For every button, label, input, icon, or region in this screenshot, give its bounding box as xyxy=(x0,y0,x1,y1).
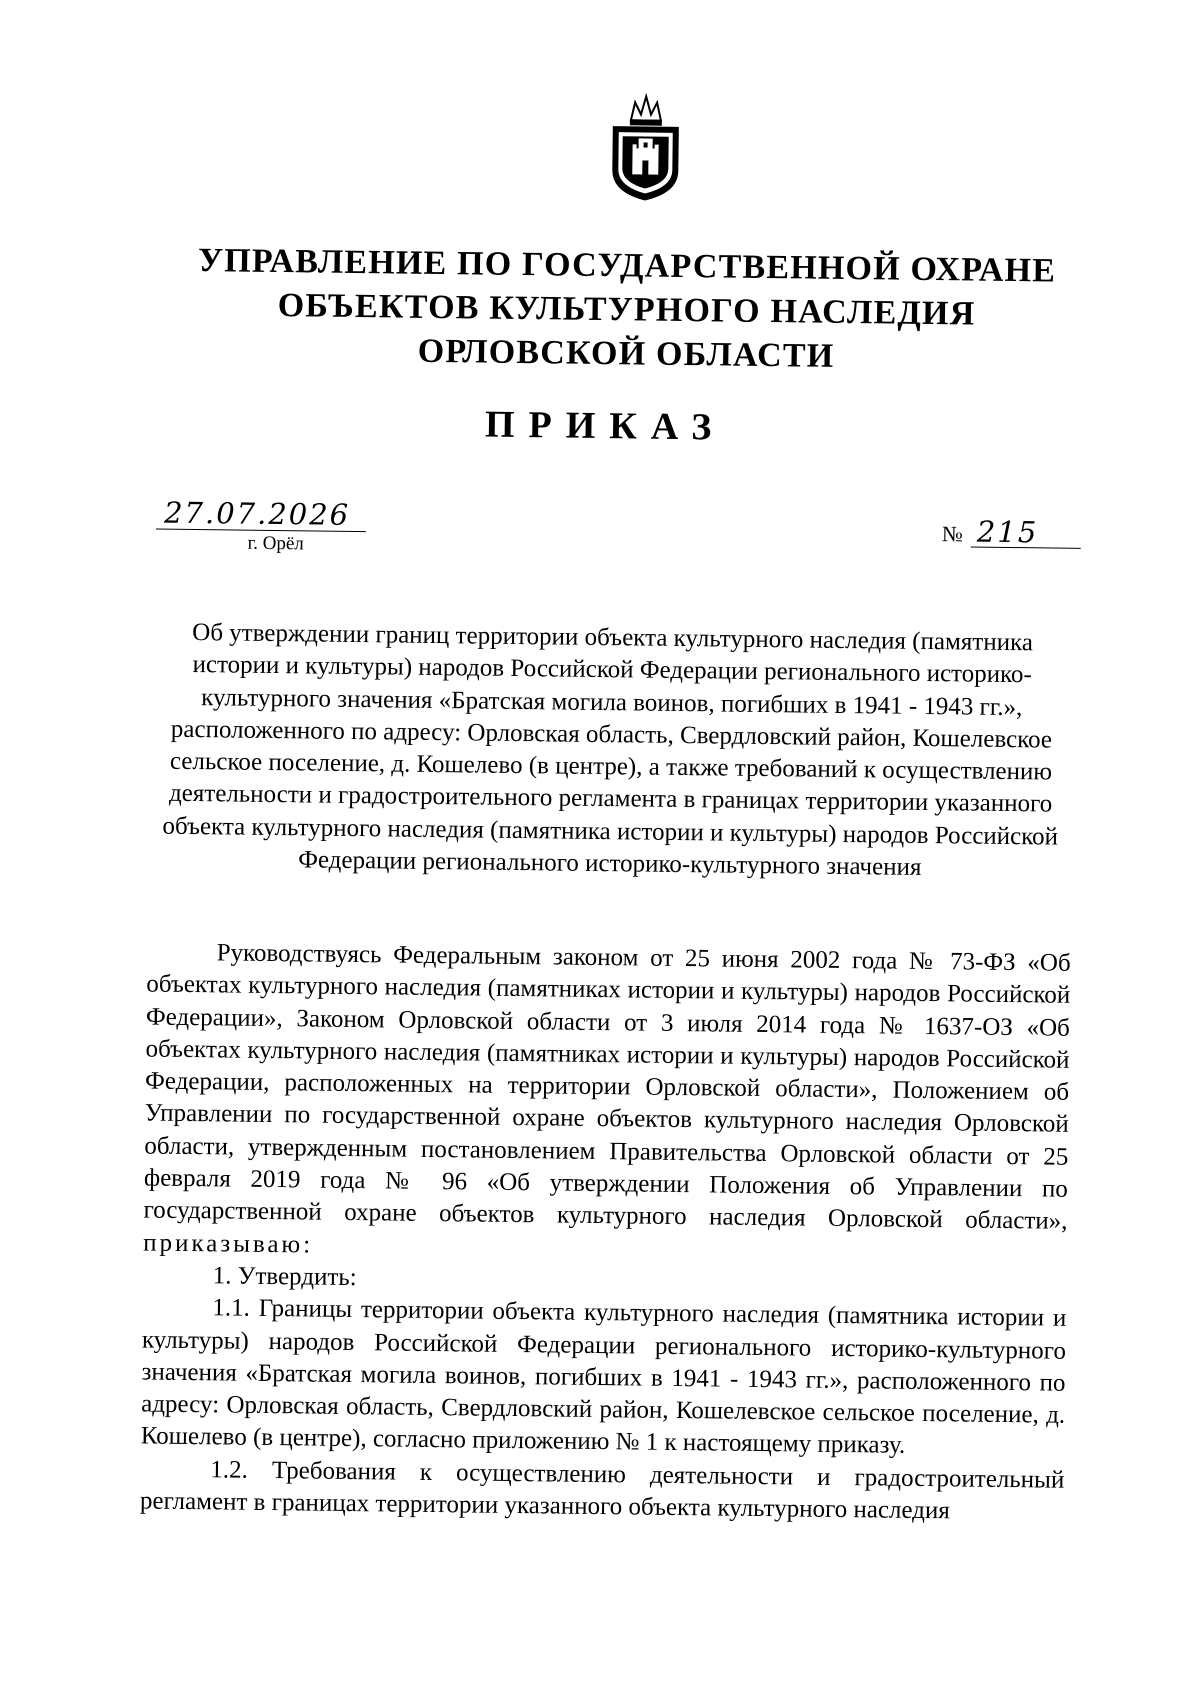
date-block xyxy=(156,497,367,557)
coat-of-arms-icon xyxy=(602,92,689,203)
order-body xyxy=(140,936,1071,1529)
preamble-paragraph xyxy=(143,936,1071,1270)
handwritten-date: 27.07.2026 xyxy=(156,497,366,533)
item-1-2: 1.2. Требования к осуществлению деятельности и градостроительный регламент в границах территории указанного объекта культурного наследия xyxy=(139,1456,1065,1525)
item-1-1: 1.1. Границы территории объекта культурного наследия (памятника истории и культуры) народов Российской Федерации регионального историко-культурного значения «Братская могила воинов, погибших в 1941 - 1943 гг.», расположенного по адресу: Орловская область, Свердловский район, Кошелевское сельское поселение, д. Кошелево (в центре), согласно приложению № 1 к настоящему приказу. xyxy=(140,1294,1067,1460)
agency-name xyxy=(176,239,1078,382)
item-1: 1. Утвердить: xyxy=(212,1262,357,1292)
order-word: приказываю: xyxy=(143,1229,314,1259)
agency-line-1: УПРАВЛЕНИЕ ПО ГОСУДАРСТВЕННОЙ ОХРАНЕ xyxy=(197,242,1057,290)
agency-line-3: ОРЛОВСКОЙ ОБЛАСТИ xyxy=(417,332,835,375)
handwritten-order-number: 215 xyxy=(971,517,1081,549)
order-subject-heading: Об утверждении границ территории объекта культурного наследия (памятника истории и культуры) народов Российской Федерации регионального историко-культурного значения «Братская могила воинов, погибших в 1941 - 1943 гг.», расположенного по адресу: Орловская область, Свердловский район, Кошелевское сельское поселение, д. Кошелево (в центре), а также требований к осуществлению деятельности и градостроительного регламента в границах территории указанного объекта культурного наследия (памятника истории и культуры) народов Российской Федерации регионального историко-культурного значения xyxy=(162,619,1059,882)
number-sign: № xyxy=(941,521,964,547)
preamble-text: Руководствуясь Федеральным законом от 25 июня 2002 года № 73-ФЗ «Об объектах культурного наследия (памятниках истории и культуры) народов Российской Федерации», Законом Орловской области от 3 июля 2014 года № 1637-ОЗ «Об объектах культурного наследия (памятниках истории и культуры) народов Российской Федерации, расположенных на территории Орловской области», Положением об Управлении по государственной охране объектов культурного наследия Орловской области, утвержденным постановлением Правительства Орловской области от 25 февраля 2019 года № 96 «Об утверждении Положения об Управлении по государственной охране объектов культурного наследия Орловской области», xyxy=(143,939,1071,1236)
city-label: г. Орёл xyxy=(247,532,304,555)
order-number-block xyxy=(942,516,1102,549)
agency-line-2: ОБЪЕКТОВ КУЛЬТУРНОГО НАСЛЕДИЯ xyxy=(277,287,976,333)
document-type-title: ПРИКАЗ xyxy=(484,403,726,449)
